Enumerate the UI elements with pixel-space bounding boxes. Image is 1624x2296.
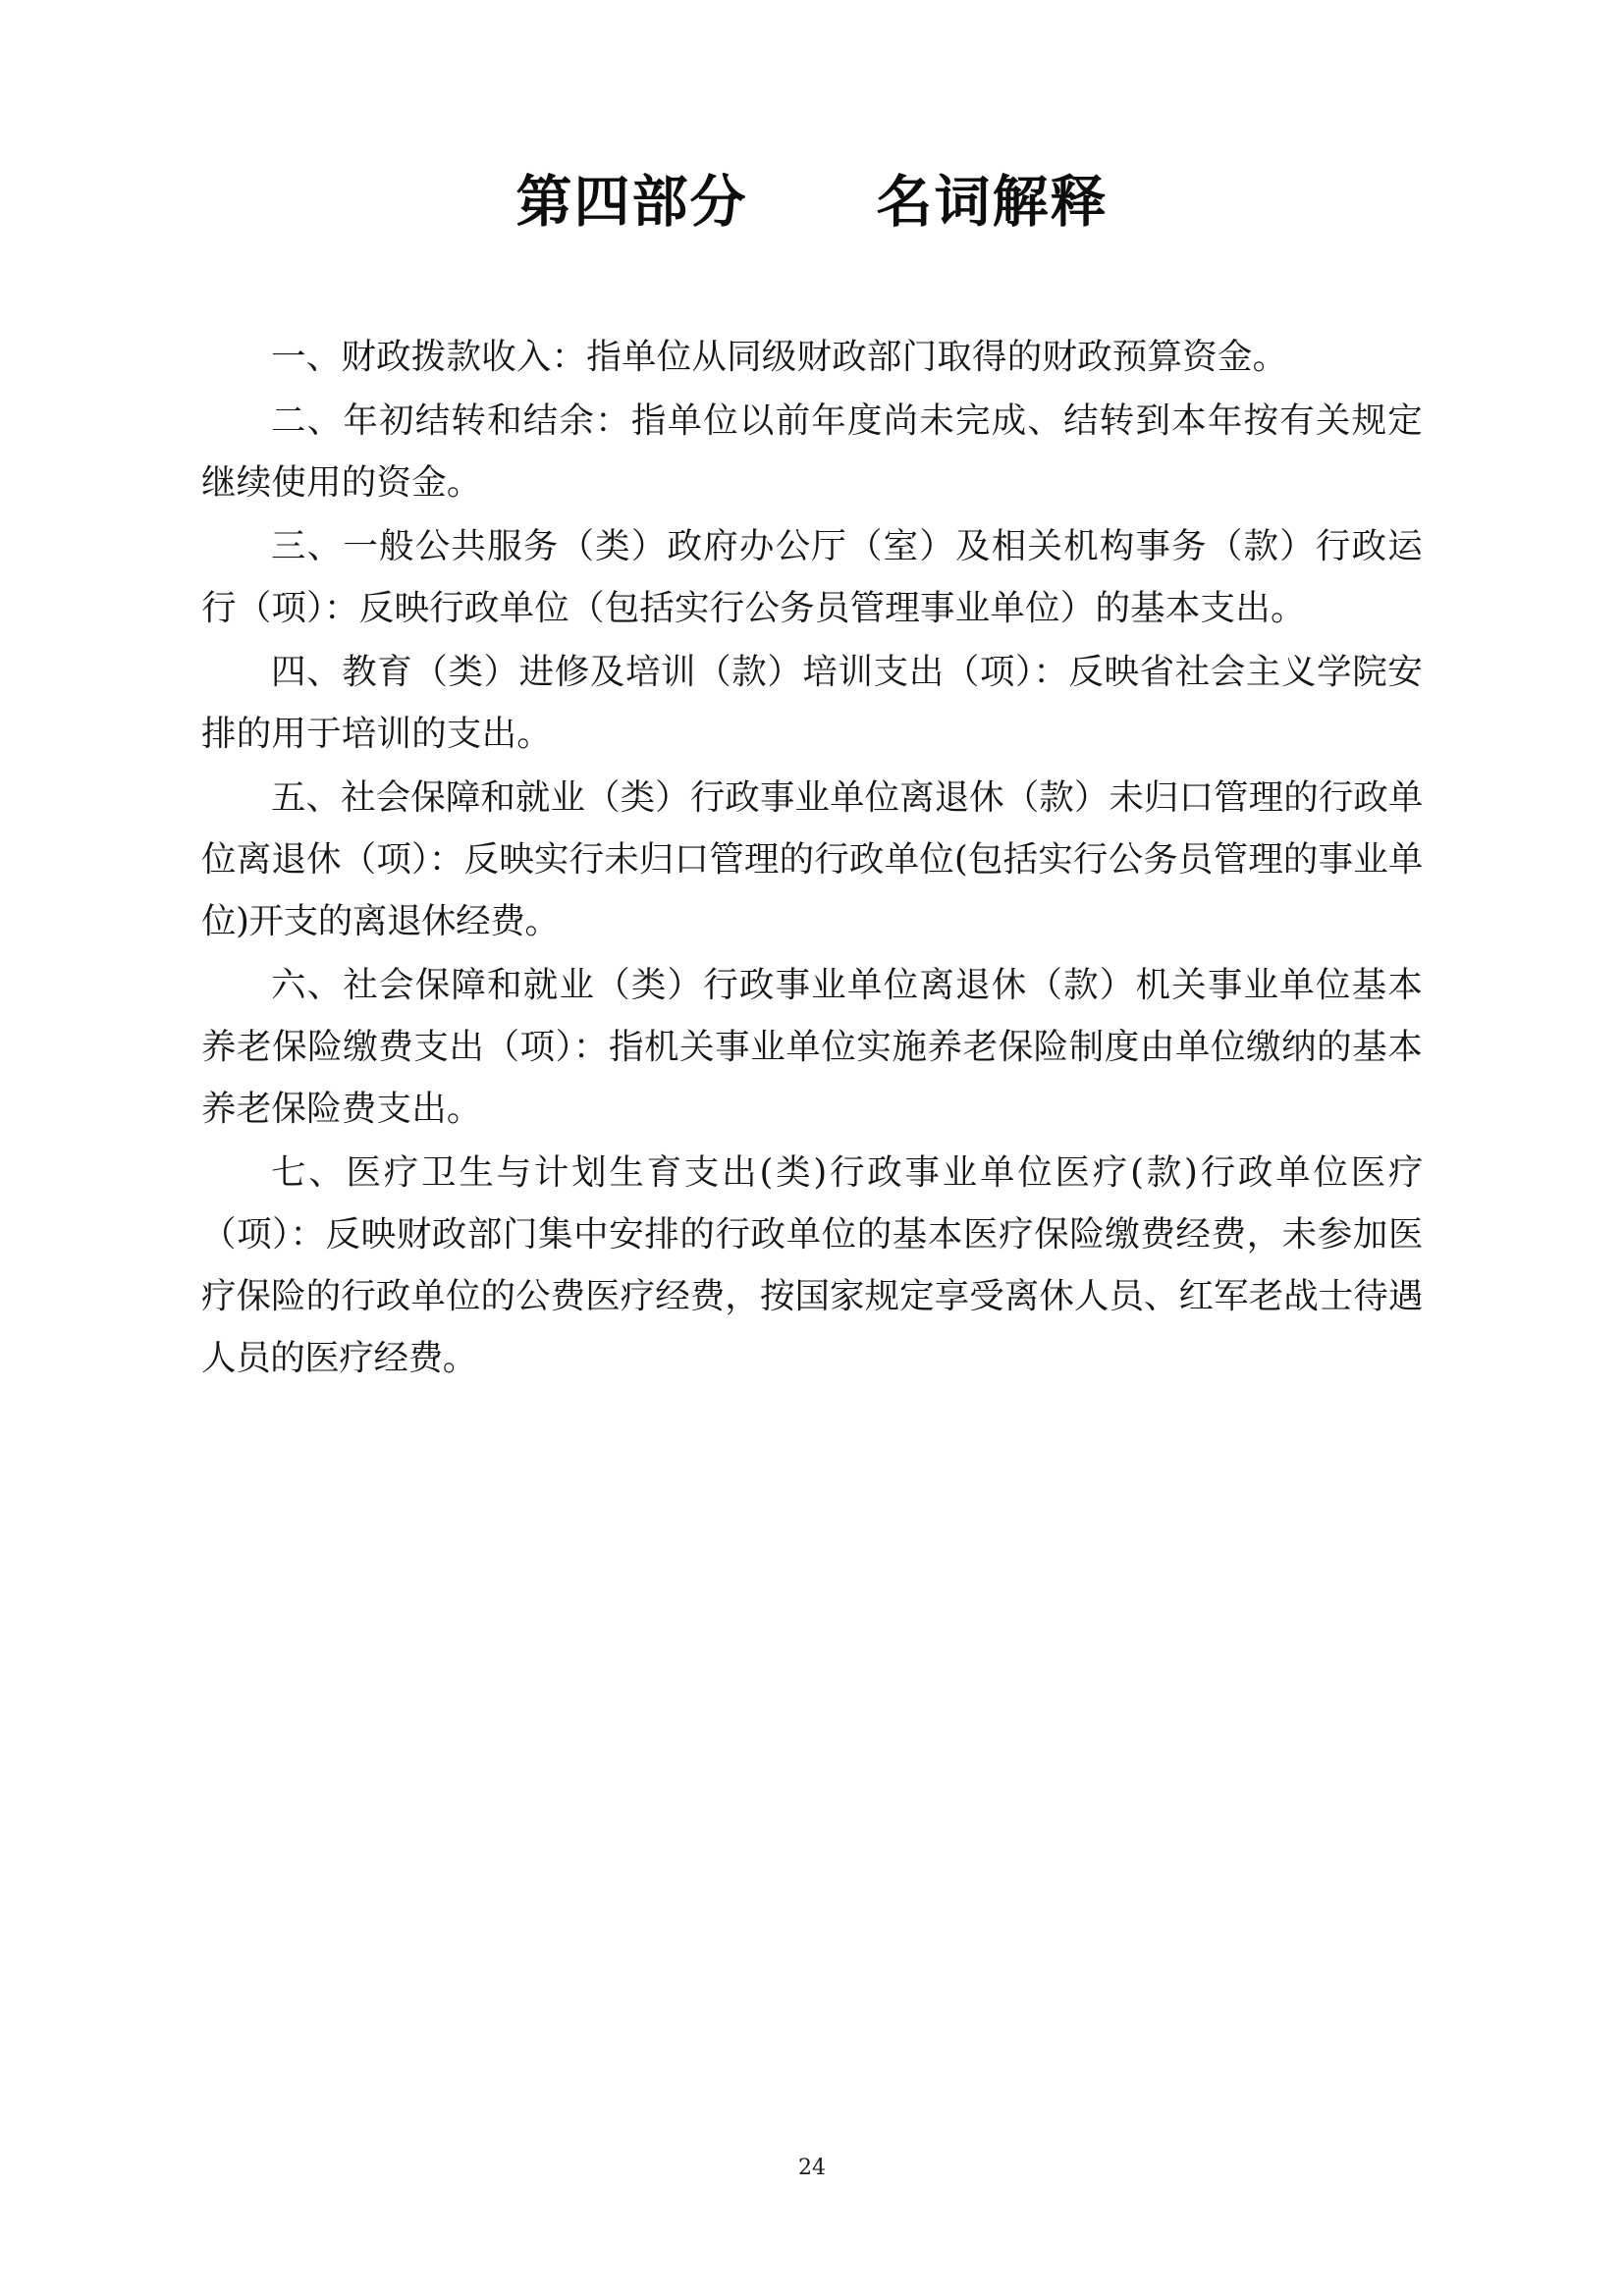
paragraph-7: 七、医疗卫生与计划生育支出(类)行政事业单位医疗(款)行政单位医疗（项）：反映财政部门集中安排的行政单位的基本医疗保险缴费经费，未参加医疗保险的行政单位的公费医疗经费，按国家规定享受离休人员、红军老战士待遇人员的医疗经费。	[201, 1152, 1423, 1379]
paragraph-5: 五、社会保障和就业（类）行政事业单位离退休（款）未归口管理的行政单位离退休（项）：反映实行未归口管理的行政单位(包括实行公务员管理的事业单位)开支的离退休经费。	[201, 777, 1423, 942]
document-body	[201, 326, 1423, 1389]
paragraph-1: 一、财政拨款收入：指单位从同级财政部门取得的财政预算资金。	[271, 337, 1288, 378]
paragraph-6: 六、社会保障和就业（类）行政事业单位离退休（款）机关事业单位基本养老保险缴费支出（项）：指机关事业单位实施养老保险制度由单位缴纳的基本养老保险费支出。	[201, 965, 1423, 1130]
paragraph-3: 三、一般公共服务（类）政府办公厅（室）及相关机构事务（款）行政运行（项）：反映行政单位（包括实行公务员管理事业单位）的基本支出。	[201, 526, 1423, 629]
page-number: 24	[798, 2156, 826, 2180]
page-title: 第四部分 名词解释	[515, 169, 1109, 235]
paragraph-2: 二、年初结转和结余：指单位以前年度尚未完成、结转到本年按有关规定继续使用的资金。	[201, 400, 1423, 504]
paragraph-4: 四、教育（类）进修及培训（款）培训支出（项）：反映省社会主义学院安排的用于培训的支出。	[201, 652, 1423, 755]
